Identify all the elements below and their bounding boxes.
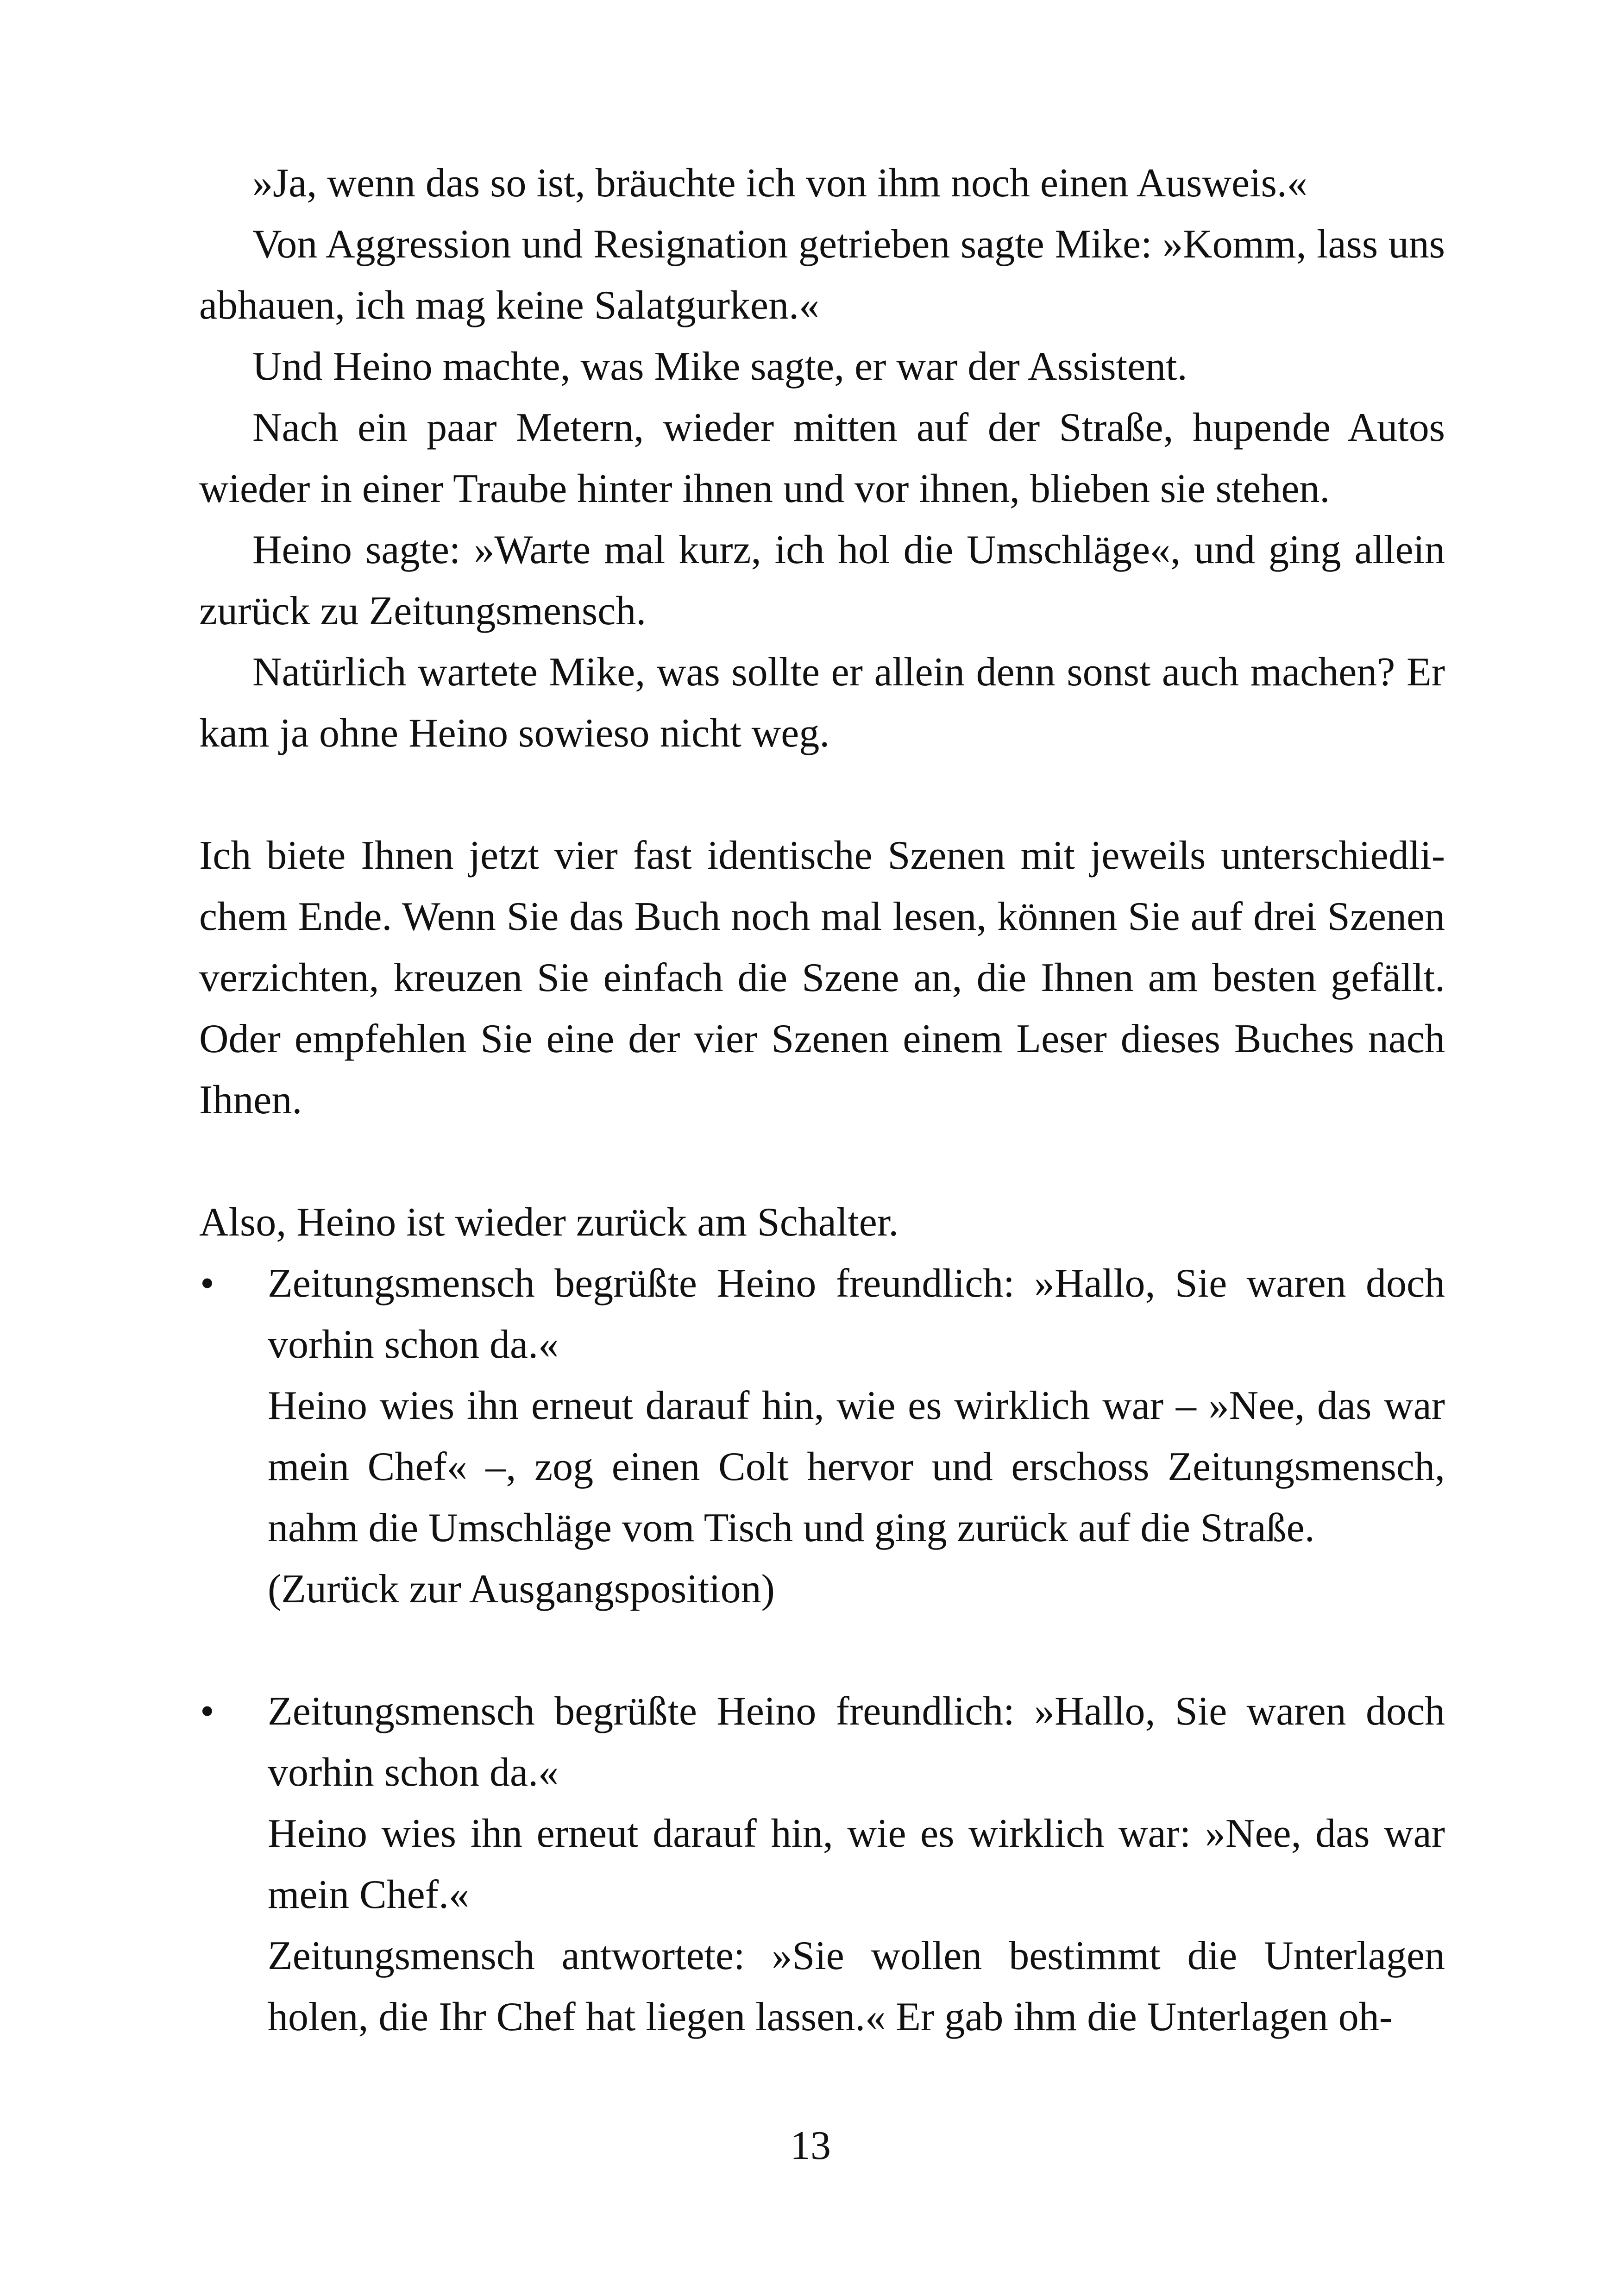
paragraph: »Ja, wenn das so ist, bräuchte ich von ihm noch einen Ausweis.« [252, 161, 1307, 206]
list-item-line: Zeitungsmensch antwortete: »Sie wollen bestimmt die Unterlagen holen, die Ihr Chef hat liegen lassen.« Er gab ihm die Unterlagen oh- [268, 1933, 1445, 2039]
blank-line [199, 1131, 1445, 1192]
paragraph: Und Heino machte, was Mike sagte, er war der Assistent. [252, 344, 1187, 389]
body-text [199, 153, 1445, 2048]
bullet-icon: • [200, 1261, 214, 1306]
list-item-line: (Zurück zur Ausgangsposition) [268, 1567, 775, 1612]
list-item [199, 1253, 1445, 1620]
paragraph: Heino sagte: »Warte mal kurz, ich hol die Umschläge«, und ging allein zurück zu Zeitungsmensch. [199, 527, 1445, 634]
list-item-line: Heino wies ihn erneut darauf hin, wie es wirklich war: »Nee, das war mein Chef.« [268, 1811, 1445, 1917]
list-item-line: Heino wies ihn erneut darauf hin, wie es wirklich war – »Nee, das war mein Chef« –, zog einen Colt hervor und erschoss Zeitungsmensch, nahm die Umschläge vom Tisch und ging zurück auf die Straße. [268, 1383, 1445, 1550]
blank-line [199, 1620, 1445, 1681]
paragraph: Nach ein paar Metern, wieder mitten auf der Straße, hupende Autos wieder in einer Traube hinter ihnen und vor ihnen, blieben sie stehen. [199, 405, 1445, 511]
paragraph: Von Aggression und Resignation getrieben sagte Mike: »Komm, lass uns abhauen, ich mag keine Salatgurken.« [199, 222, 1445, 328]
paragraph: Natürlich wartete Mike, was sollte er allein denn sonst auch machen? Er kam ja ohne Heino sowieso nicht weg. [199, 650, 1445, 756]
paragraph: Ich biete Ihnen jetzt vier fast identische Szenen mit jeweils unterschiedlichem Ende. Wenn Sie das Buch noch mal lesen, können Sie auf drei Szenen verzichten, kreuzen Sie einfach die Szene an, die Ihnen am besten gefällt. Oder empfehlen Sie eine der vier Szenen einem Leser dieses Buches nach Ihnen. [199, 833, 1445, 1123]
blank-line [199, 764, 1445, 825]
list-item-line: Zeitungsmensch begrüßte Heino freundlich: »Hallo, Sie waren doch vorhin schon da.« [268, 1689, 1445, 1795]
list-item [199, 1681, 1445, 2048]
bullet-icon: • [200, 1689, 214, 1734]
page-number: 13 [790, 2123, 831, 2168]
list-item-line: Zeitungsmensch begrüßte Heino freundlich: »Hallo, Sie waren doch vorhin schon da.« [268, 1261, 1445, 1367]
paragraph: Also, Heino ist wieder zurück am Schalter. [199, 1200, 899, 1245]
